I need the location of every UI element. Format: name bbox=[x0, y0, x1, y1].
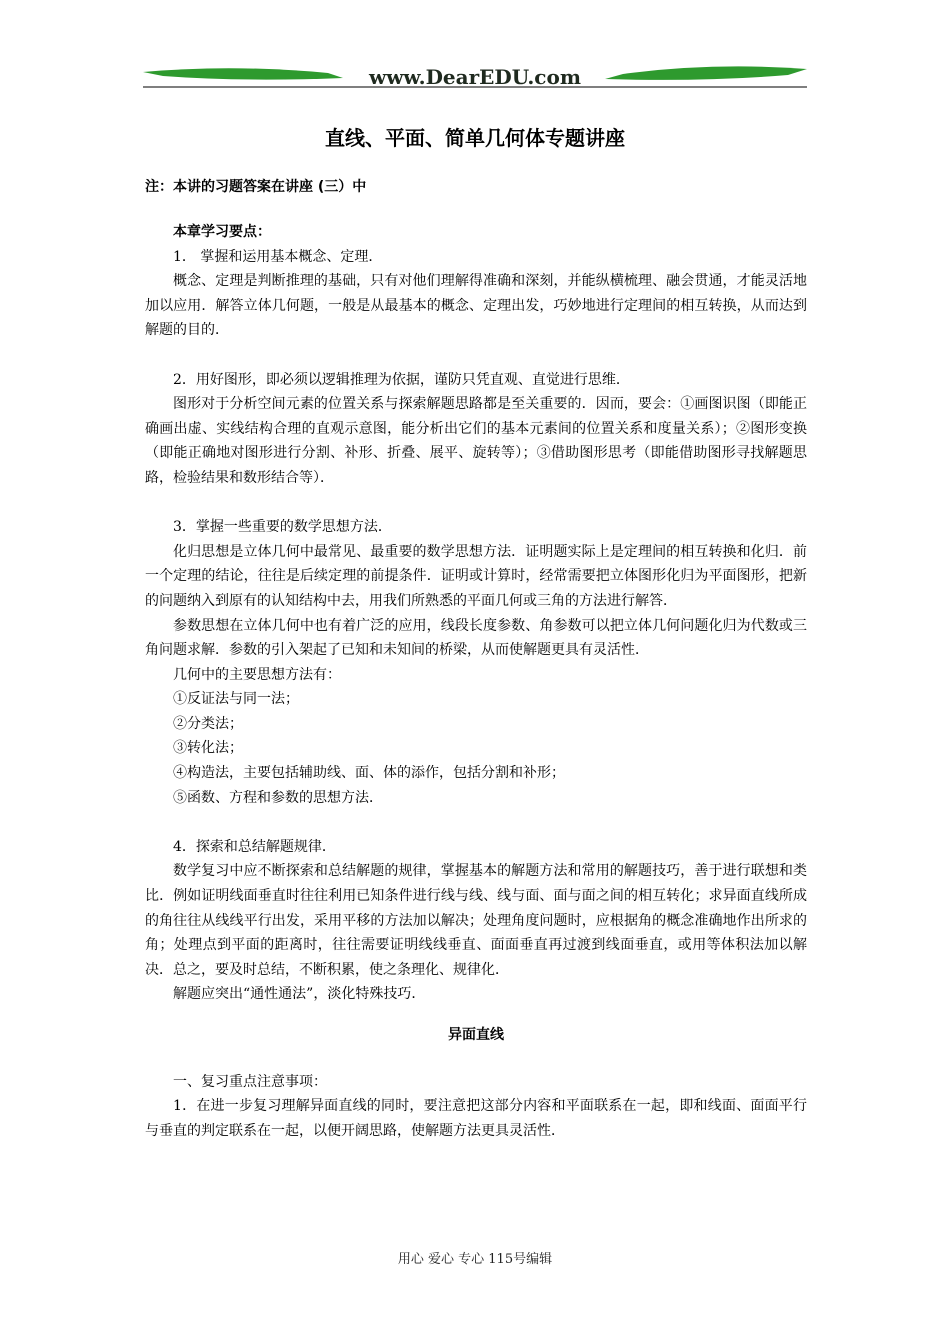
logo-text: www.DearEDU.com bbox=[368, 65, 582, 89]
page-title: 直线、平面、简单几何体专题讲座 bbox=[325, 126, 625, 150]
paragraph: 解题应突出“通性通法”，淡化特殊技巧． bbox=[173, 986, 426, 1003]
answer-note: 注：本讲的习题答案在讲座 (三）中 bbox=[145, 179, 367, 195]
point-heading: 2．用好图形，即必须以逻辑推理为依据，谨防只凭直观、直觉进行思维． bbox=[173, 371, 630, 388]
header-banner bbox=[143, 60, 807, 96]
subsection-title: 异面直线 bbox=[448, 1027, 504, 1043]
list-item: ①反证法与同一法； bbox=[173, 691, 299, 708]
paragraph: 化归思想是立体几何中最常见、最重要的数学思想方法．证明题实际上是定理间的相互转换和化归．前一个定理的结论，往往是后续定理的前提条件．证明或计算时，经常需要把立体图形化归为平面图形，把新的问题纳入到原有的认知结构中去，用我们所熟悉的平面几何或三角的方法进行解答． bbox=[145, 543, 807, 609]
paragraph: 1．在进一步复习理解异面直线的同时，要注意把这部分内容和平面联系在一起，即和线面、面面平行与垂直的判定联系在一起，以便开阔思路，使解题方法更具灵活性． bbox=[145, 1098, 807, 1139]
paragraph: 概念、定理是判断推理的基础，只有对他们理解得准确和深刻，并能纵横梳理、融会贯通，才能灵活地加以应用．解答立体几何题，一般是从最基本的概念、定理出发，巧妙地进行定理间的相互转换，从而达到解题的目的． bbox=[145, 273, 807, 339]
page-footer: 用心 爱心 专心 115号编辑 bbox=[397, 1252, 553, 1267]
section-heading: 本章学习要点： bbox=[173, 224, 271, 240]
paragraph: 参数思想在立体几何中也有着广泛的应用，线段长度参数、角参数可以把立体几何问题化归为代数或三角问题求解．参数的引入架起了已知和未知间的桥梁，从而使解题更具有灵活性． bbox=[145, 617, 807, 659]
list-item: ④构造法，主要包括辅助线、面、体的添作，包括分割和补形； bbox=[173, 765, 565, 782]
paragraph: 图形对于分析空间元素的位置关系与探索解题思路都是至关重要的．因而，要会：①画图识图（即能正确画出虚、实线结构合理的直观示意图，能分析出它们的基本元素间的位置关系和度量关系）；②图形变换（即能正确地对图形进行分割、补形、折叠、展平、旋转等）；③借助图形思考（即能借助图形寻找解题思路，检验结果和数形结合等）． bbox=[145, 396, 807, 486]
right-swoosh bbox=[605, 66, 807, 79]
paragraph: 数学复习中应不断探索和总结解题的规律，掌握基本的解题方法和常用的解题技巧，善于进行联想和类比．例如证明线面垂直时往往利用已知条件进行线与线、线与面、面与面之间的相互转化；求异面直线所成的角往往从线线平行出发，采用平移的方法加以解决；处理角度问题时，应根据角的概念准确地作出所求的角；处理点到平面的距离时，往往需要证明线线垂直、面面垂直再过渡到线面垂直，或用等体积法加以解决．总之，要及时总结，不断积累，使之条理化、规律化． bbox=[145, 863, 807, 978]
list-item: ⑤函数、方程和参数的思想方法． bbox=[173, 789, 383, 806]
point-heading: 1． 掌握和运用基本概念、定理． bbox=[173, 248, 383, 265]
list-item: ②分类法； bbox=[173, 715, 243, 732]
left-swoosh bbox=[143, 68, 343, 79]
document-body bbox=[145, 220, 807, 1143]
list-item: ③转化法； bbox=[173, 740, 243, 757]
review-heading: 一、复习重点注意事项： bbox=[173, 1073, 327, 1090]
point-heading: 3．掌握一些重要的数学思想方法． bbox=[173, 519, 392, 536]
header-logo bbox=[143, 60, 807, 96]
list-intro: 几何中的主要思想方法有： bbox=[173, 666, 341, 683]
point-heading: 4．探索和总结解题规律． bbox=[173, 838, 336, 855]
